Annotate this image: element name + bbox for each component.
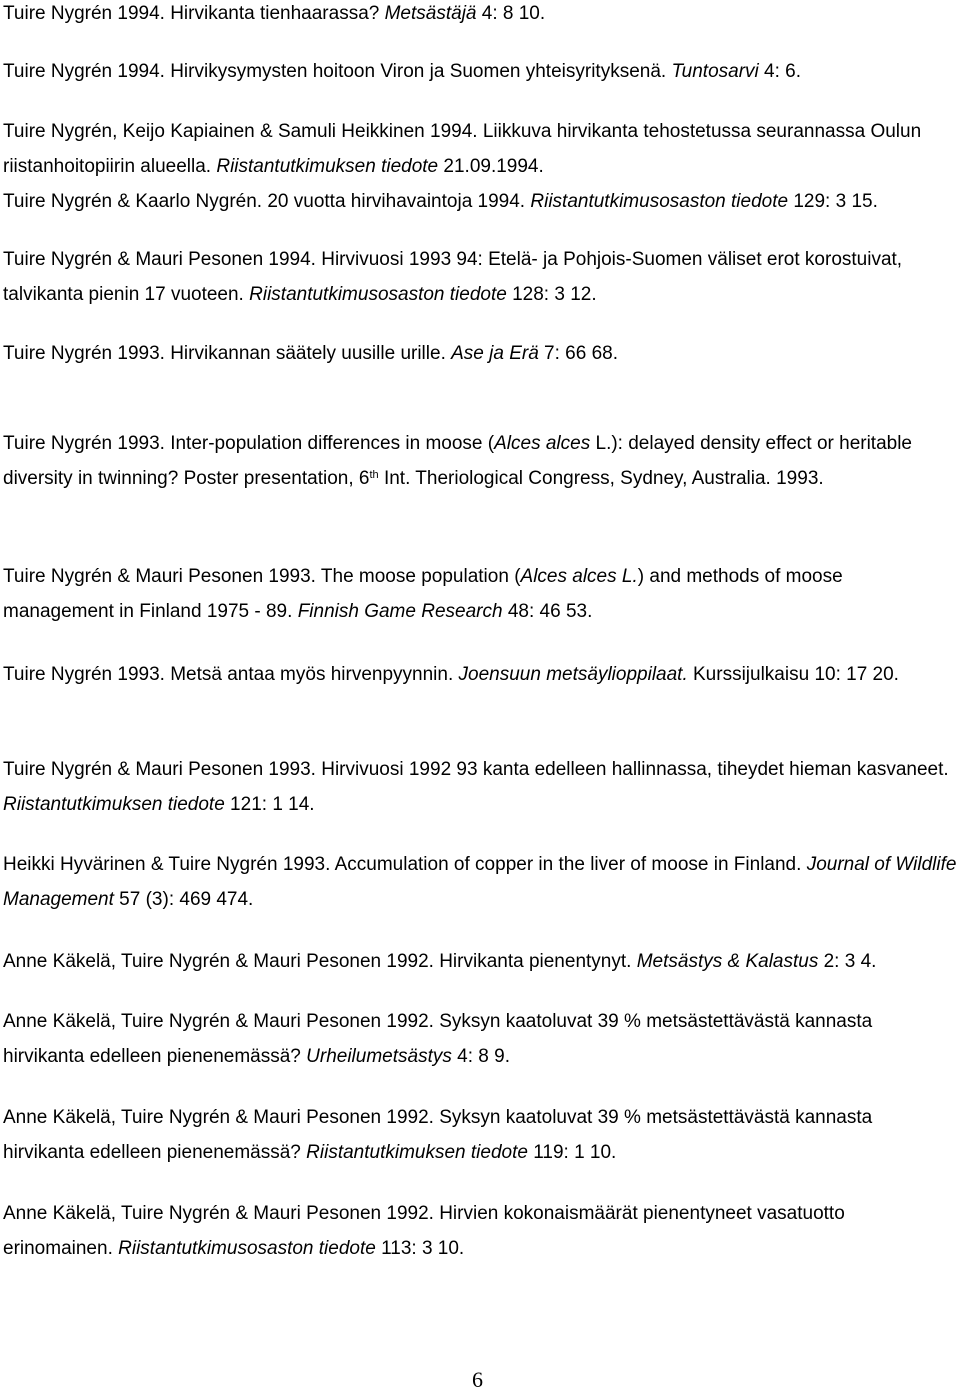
reference-entry: [3, 184, 958, 219]
reference-text: Anne Käkelä, Tuire Nygrén & Mauri Pesonen 1992. Hirvikanta pienentynyt.: [3, 951, 637, 972]
reference-text: 129: 3 15.: [788, 191, 878, 212]
reference-source-italic: Riistantutkimuksen tiedote: [3, 794, 225, 815]
reference-text: 2: 3 4.: [818, 951, 877, 972]
reference-text: 4: 6.: [758, 61, 802, 82]
reference-text: 7: 66 68.: [538, 343, 619, 364]
reference-text: Tuire Nygrén, Keijo Kapiainen & Samuli Heikkinen 1994. Liikkuva hirvikanta tehostetussa seurannassa Oulun riistanhoitopiirin alueella.: [3, 121, 922, 177]
reference-text: 121: 1 14.: [224, 794, 315, 815]
reference-entry: [3, 1100, 958, 1170]
reference-text: Kurssijulkaisu 10: 17 20.: [687, 664, 899, 685]
reference-text: Tuire Nygrén & Mauri Pesonen 1993. Hirvivuosi 1992 93 kanta edelleen hallinnassa, tiheydet hieman kasvaneet.: [3, 759, 949, 780]
reference-entry: [3, 426, 958, 496]
reference-entry: [3, 114, 958, 184]
reference-text: 4: 8 9.: [451, 1046, 510, 1067]
reference-text: Tuire Nygrén & Kaarlo Nygrén. 20 vuotta hirvihavaintoja 1994.: [3, 191, 531, 212]
reference-text: Tuire Nygrén 1993. Hirvikannan säätely uusille urille.: [3, 343, 452, 364]
reference-text: Tuire Nygrén & Mauri Pesonen 1994. Hirvivuosi 1993 94: Etelä- ja Pohjois-Suomen väliset erot korostuivat, talvikanta pienin 17 vuoteen.: [3, 249, 903, 305]
reference-text: 113: 3 10.: [375, 1238, 465, 1259]
reference-text: Int. Theriological Congress, Sydney, Australia. 1993.: [378, 468, 824, 489]
reference-entry: [3, 0, 958, 31]
reference-source-italic: Journal of Wildlife Management: [3, 854, 957, 910]
reference-text: Anne Käkelä, Tuire Nygrén & Mauri Pesonen 1992. Hirvien kokonaismäärät pienentyneet vasatuotto erinomainen.: [3, 1203, 845, 1259]
reference-source-italic: Riistantutkimusosaston tiedote: [530, 191, 789, 212]
reference-text: 57 (3): 469 474.: [113, 889, 254, 910]
reference-text: Anne Käkelä, Tuire Nygrén & Mauri Pesonen 1992. Syksyn kaatoluvat 39 % metsästettävästä kannasta hirvikanta edelleen pienenemässä?: [3, 1011, 873, 1067]
reference-text: 4: 8 10.: [476, 3, 546, 24]
reference-source-italic: Metsästys & Kalastus: [636, 951, 819, 972]
reference-text: 119: 1 10.: [527, 1142, 617, 1163]
reference-source-italic: Alces alces: [494, 433, 591, 454]
reference-source-italic: Riistantutkimuksen tiedote: [306, 1142, 528, 1163]
reference-entry: [3, 336, 958, 371]
reference-source-italic: Metsästäjä: [384, 3, 477, 24]
reference-entry: [3, 54, 958, 89]
reference-text: Tuire Nygrén 1993. Metsä antaa myös hirvenpyynnin.: [3, 664, 459, 685]
reference-text: Tuire Nygrén 1994. Hirvikanta tienhaarassa?: [3, 3, 385, 24]
reference-entry: [3, 944, 958, 979]
reference-source-italic: Riistantutkimusosaston tiedote: [118, 1238, 376, 1259]
reference-text: 48: 46 53.: [502, 601, 593, 622]
reference-entry: [3, 847, 958, 917]
reference-text: ) and methods of moose management in Finland 1975 - 89.: [3, 566, 843, 622]
reference-source-italic: Alces alces L.: [520, 566, 638, 587]
reference-text: Tuire Nygrén 1993. Inter-population differences in moose (: [3, 433, 495, 454]
reference-entry: [3, 657, 958, 692]
reference-text: Tuire Nygrén 1994. Hirvikysymysten hoitoon Viron ja Suomen yhteisyrityksenä.: [3, 61, 672, 82]
reference-source-italic: Finnish Game Research: [297, 601, 503, 622]
reference-source-italic: Ase ja Erä: [451, 343, 539, 364]
reference-text: Heikki Hyvärinen & Tuire Nygrén 1993. Accumulation of copper in the liver of moose in Finland.: [3, 854, 807, 875]
reference-entry: [3, 559, 958, 629]
reference-text: 128: 3 12.: [506, 284, 597, 305]
reference-text: Tuire Nygrén & Mauri Pesonen 1993. The moose population (: [3, 566, 521, 587]
reference-entry: [3, 1004, 958, 1074]
reference-source-italic: Riistantutkimuksen tiedote: [216, 156, 439, 177]
reference-entry: [3, 242, 958, 312]
reference-text: L.): delayed density effect or heritable diversity in twinning? Poster presentation, 6: [3, 433, 913, 489]
reference-text: 21.09.1994.: [438, 156, 544, 177]
reference-source-italic: Urheilumetsästys: [306, 1046, 452, 1067]
reference-entry: [3, 1196, 958, 1266]
reference-text: Anne Käkelä, Tuire Nygrén & Mauri Pesonen 1992. Syksyn kaatoluvat 39 % metsästettävästä kannasta hirvikanta edelleen pienenemässä?: [3, 1107, 873, 1163]
reference-source-italic: Tuntosarvi: [671, 61, 759, 82]
reference-entry: [3, 752, 958, 822]
reference-superscript: th: [369, 469, 379, 481]
page-number: 6: [472, 1367, 483, 1392]
reference-source-italic: Joensuun metsäylioppilaat.: [458, 664, 688, 685]
reference-source-italic: Riistantutkimusosaston tiedote: [249, 284, 507, 305]
